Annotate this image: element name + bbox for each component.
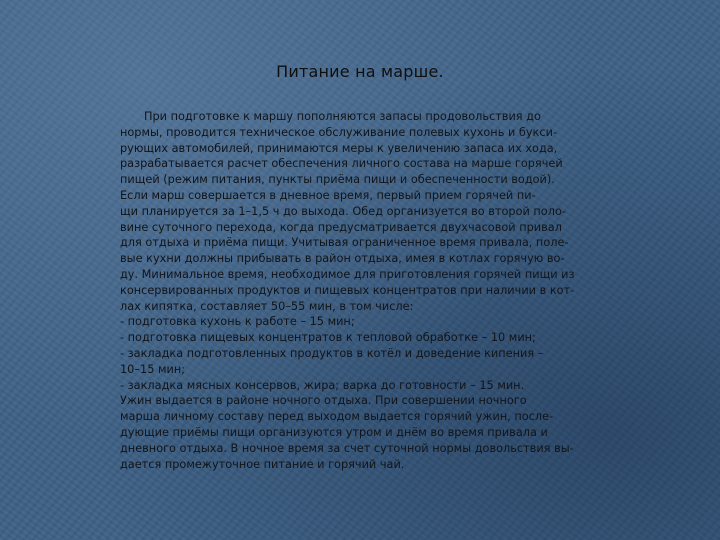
body-line: вине суточного перехода, когда предусматривается двухчасовой привал <box>120 220 562 234</box>
body-line: - закладка мясных консервов, жира; варка до готовности – 15 мин. <box>120 378 525 392</box>
body-line: нормы, проводится техническое обслуживание полевых кухонь и букси- <box>120 125 557 139</box>
body-line: дующие приёмы пищи организуются утром и днём во время привала и <box>120 425 548 439</box>
body-line: для отдыха и приёма пищи. Учитывая ограниченное время привала, поле- <box>120 236 569 250</box>
body-line: щи планируется за 1–1,5 ч до выхода. Обед организуется во второй поло- <box>120 204 566 218</box>
body-line: пищей (режим питания, пункты приёма пищи и обеспеченности водой). <box>120 173 555 187</box>
body-line: При подготовке к маршу пополняются запасы продовольствия до <box>144 110 541 123</box>
body-line: дается промежуточное питание и горячий чай. <box>120 457 405 471</box>
body-line: рующих автомобилей, принимаются меры к увеличению запаса их хода, <box>120 141 558 155</box>
body-line: консервированных продуктов и пищевых концентратов при наличии в кот- <box>120 283 575 297</box>
body-line: вые кухни должны прибывать в район отдыха, имея в котлах горячую во- <box>120 252 565 266</box>
body-line: Если марш совершается в дневное время, первый прием горячей пи- <box>120 188 536 202</box>
slide-body <box>120 109 620 472</box>
slide-title: Питание на марше. <box>276 62 444 81</box>
body-line: 10–15 мин; <box>120 362 186 376</box>
body-line: Ужин выдается в районе ночного отдыха. При совершении ночного <box>120 394 527 408</box>
body-line: - закладка подготовленных продуктов в котёл и доведение кипения – <box>120 346 544 360</box>
body-line: лах кипятка, составляет 50–55 мин, в том числе: <box>120 299 414 313</box>
body-line: разрабатывается расчет обеспечения личного состава на марше горячей <box>120 157 563 171</box>
body-line: - подготовка кухонь к работе – 15 мин; <box>120 315 355 329</box>
body-line: - подготовка пищевых концентратов к тепловой обработке – 10 мин; <box>120 331 536 345</box>
body-line: марша личному составу перед выходом выдается горячий ужин, после- <box>120 410 554 424</box>
body-line: ду. Минимальное время, необходимое для приготовления горячей пищи из <box>120 267 575 281</box>
body-line: дневного отдыха. В ночное время за счет суточной нормы довольствия вы- <box>120 441 574 455</box>
